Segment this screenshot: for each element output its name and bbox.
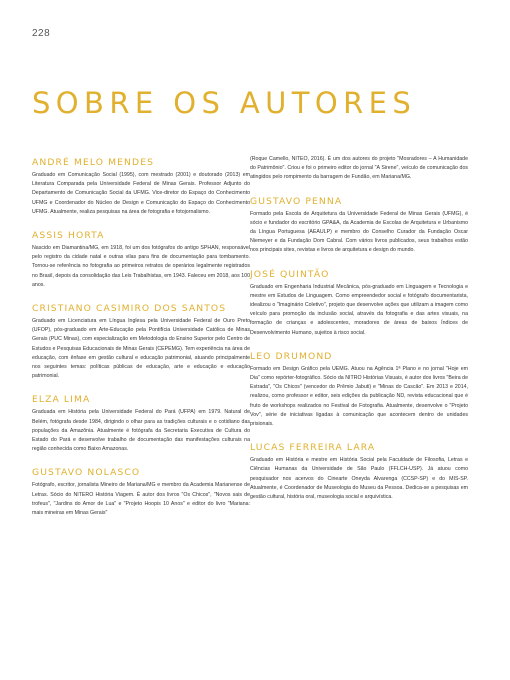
author-bio: Graduado em Comunicação Social (1995), com mestrado (2001) e doutorado (2013) em Literatura Comparada pela Universidade Federal de Minas Gerais. Professor Adjunto do Departamento de Comunicação Social da UFMG. Vice-diretor do Espaço do Conhecimento UFMG e Coordenador do Núcleo de Design e Comunicação do Espaço do Conhecimento UFMG. Atualmente, realiza pesquisas na área de fotografia e fotojornalismo.	[32, 172, 250, 215]
author-name: ANDRÉ MELO MENDES	[32, 157, 155, 168]
author-entry	[250, 351, 468, 429]
author-entry	[32, 303, 250, 381]
author-bio: Formado em Design Gráfico pela UEMG. Atuou na Agência 1ª Plano e no jornal "Hoje em Dia" como repórter-fotográfico. Sócio da NITRO Histórias Visuais, é autor dos livros "Beira de Estrada", "Os Chicos" (vencedor do Prêmio Jabuti) e "Minas do Cascão". Em 2013 e 2014, realizou, como professor e editor, seis edições da publicação ND, revista educacional que é fruto de workshops realizados no Festival de Fotografia. Atualmente, desenvolve o "Projeto Vov", série de iniciativas ligadas à comunicação que acontecem dentro de unidades prisionais.	[250, 365, 468, 428]
author-entry	[250, 196, 468, 256]
author-name: LUCAS FERREIRA LARA	[250, 442, 376, 454]
page-number: 228	[32, 28, 51, 39]
left-column	[32, 157, 250, 531]
author-bio: Graduado em Licenciatura em Língua Inglesa pela Universidade Federal de Ouro Preto (UFOP), pós-graduado em Arte-Educação pela Pontifícia Universidade Católica de Minas Gerais (PUC Minas), com especialização em Metodologia do Ensino Superior pelo Centro de Estudos e Pesquisas Educacionais de Minas Gerais (CEPEMG). Tem experiência na área de educação, com ênfase em gestão cultural e educação patrimonial, atuando principalmente nos seguintes temas: políticas públicas de educação, arte e educação e educação patrimonial.	[32, 318, 250, 380]
author-bio: Graduado em História e mestre em História Social pela Faculdade de Filosofia, Letras e Ciências Humanas da Universidade de São Paulo (FFLCH-USP). Já atuou como pesquisador nos acervos do Cinearte Oneyda Alvarenga (CCSP-SP) e do MIS-SP. Atualmente, é Coordenador de Museologia do Museu da Pessoa. Dedica-se a pesquisas em gestão cultural, história oral, museologia social e arquivística.	[250, 457, 468, 501]
author-name: JOSÉ QUINTÃO	[250, 268, 330, 280]
right-column	[250, 155, 468, 515]
author-name: LEO DRUMOND	[250, 350, 333, 362]
author-bio: Graduada em História pela Universidade Federal do Pará (UFPA) em 1979. Natural de Belém, fotógrafa desde 1984, dirigindo o olhar para as tradições culturais e o cotidiano das populações da Amazônia. Atualmente é fotógrafa da Secretaria Executiva de Cultura do Estado do Pará e desenvolve trabalho de documentação das manifestações culturais na região conhecida como Baixo Amazonas.	[32, 409, 250, 453]
author-entry	[250, 269, 468, 338]
author-name: ELZA LIMA	[32, 394, 91, 406]
author-bio: Graduado em Engenharia Industrial Mecânica, pós-graduado em Linguagem e Tecnologia e mestre em Estudos de Linguagem. Como empreendedor social e fotógrafo documentarista, idealizou o "Imaginário Coletivo", projeto que desenvolve ações que utilizam a imagem como veículo para promoção da inclusão social, através da fotografia e das artes visuais, na formação de crianças e adolescentes, moradores de áreas de baixos Índices de Desenvolvimento Humano, sujeitos à risco social.	[250, 283, 468, 336]
author-entry	[32, 157, 250, 217]
author-entry	[32, 467, 250, 518]
author-bio: Formado pela Escola de Arquitetura da Universidade Federal de Minas Gerais (UFMG), é sócio e fundador do escritório GPA&A, da Academia de Escolas de Arquitetura e Urbanismo da Língua Portuguesa (AEAULP) e membro do Conselho Curador da Fundação Oscar Niemeyer e da Fundação Dom Cabral. Com vários livros publicados, seus trabalhos estão nos principais sites, revistas e livros de arquitetura e design do mundo.	[250, 210, 468, 254]
author-entry	[32, 394, 250, 454]
author-name: CRISTIANO CASIMIRO DOS SANTOS	[32, 303, 227, 315]
author-name: GUSTAVO PENNA	[250, 195, 343, 207]
author-entry	[250, 442, 468, 502]
author-name: ASSIS HORTA	[32, 230, 105, 242]
author-bio: Fotógrafo, escritor, jornalista Mineiro de Mariana/MG e membro da Academia Marianense de Letras. Sócio do NITERO História Viagem. É autor dos livros "Os Chicos", "Novos sais de trofeus", "Jardins do Amor de Lua" e "Projeto Hoopis 10 Anos" e editor do livro "Mariana: mais mineiras em Minas Gerais"	[32, 482, 250, 517]
author-bio: Nascido em Diamantina/MG, em 1918, foi um dos fotógrafos do antigo SPHAN, responsável pelo registro da cidade natal e outras vilas para fins de documentação para tombamento. Tornou-se referência no fotografia ao primeiros retratos de operários legalmente registrados no Brasil, depois da consolidação das Leis Trabalhistas, em 1943. Faleceu em 2018, aos 100 anos.	[32, 245, 250, 288]
author-entry	[32, 230, 250, 290]
author-name: GUSTAVO NOLASCO	[32, 467, 141, 479]
page-title: SOBRE OS AUTORES	[32, 86, 417, 120]
bio-continuation: (Roque Camello, NITEO, 2016). É um dos autores do projeto "Mosradores – A Humanidade do Patrimônio". Criou e foi o primeiro editor do jornal "A Sirene", veículo de comunicação dos atingidos pelo rompimento da barragem de Fundão, em Mariana/MG.	[250, 156, 468, 181]
